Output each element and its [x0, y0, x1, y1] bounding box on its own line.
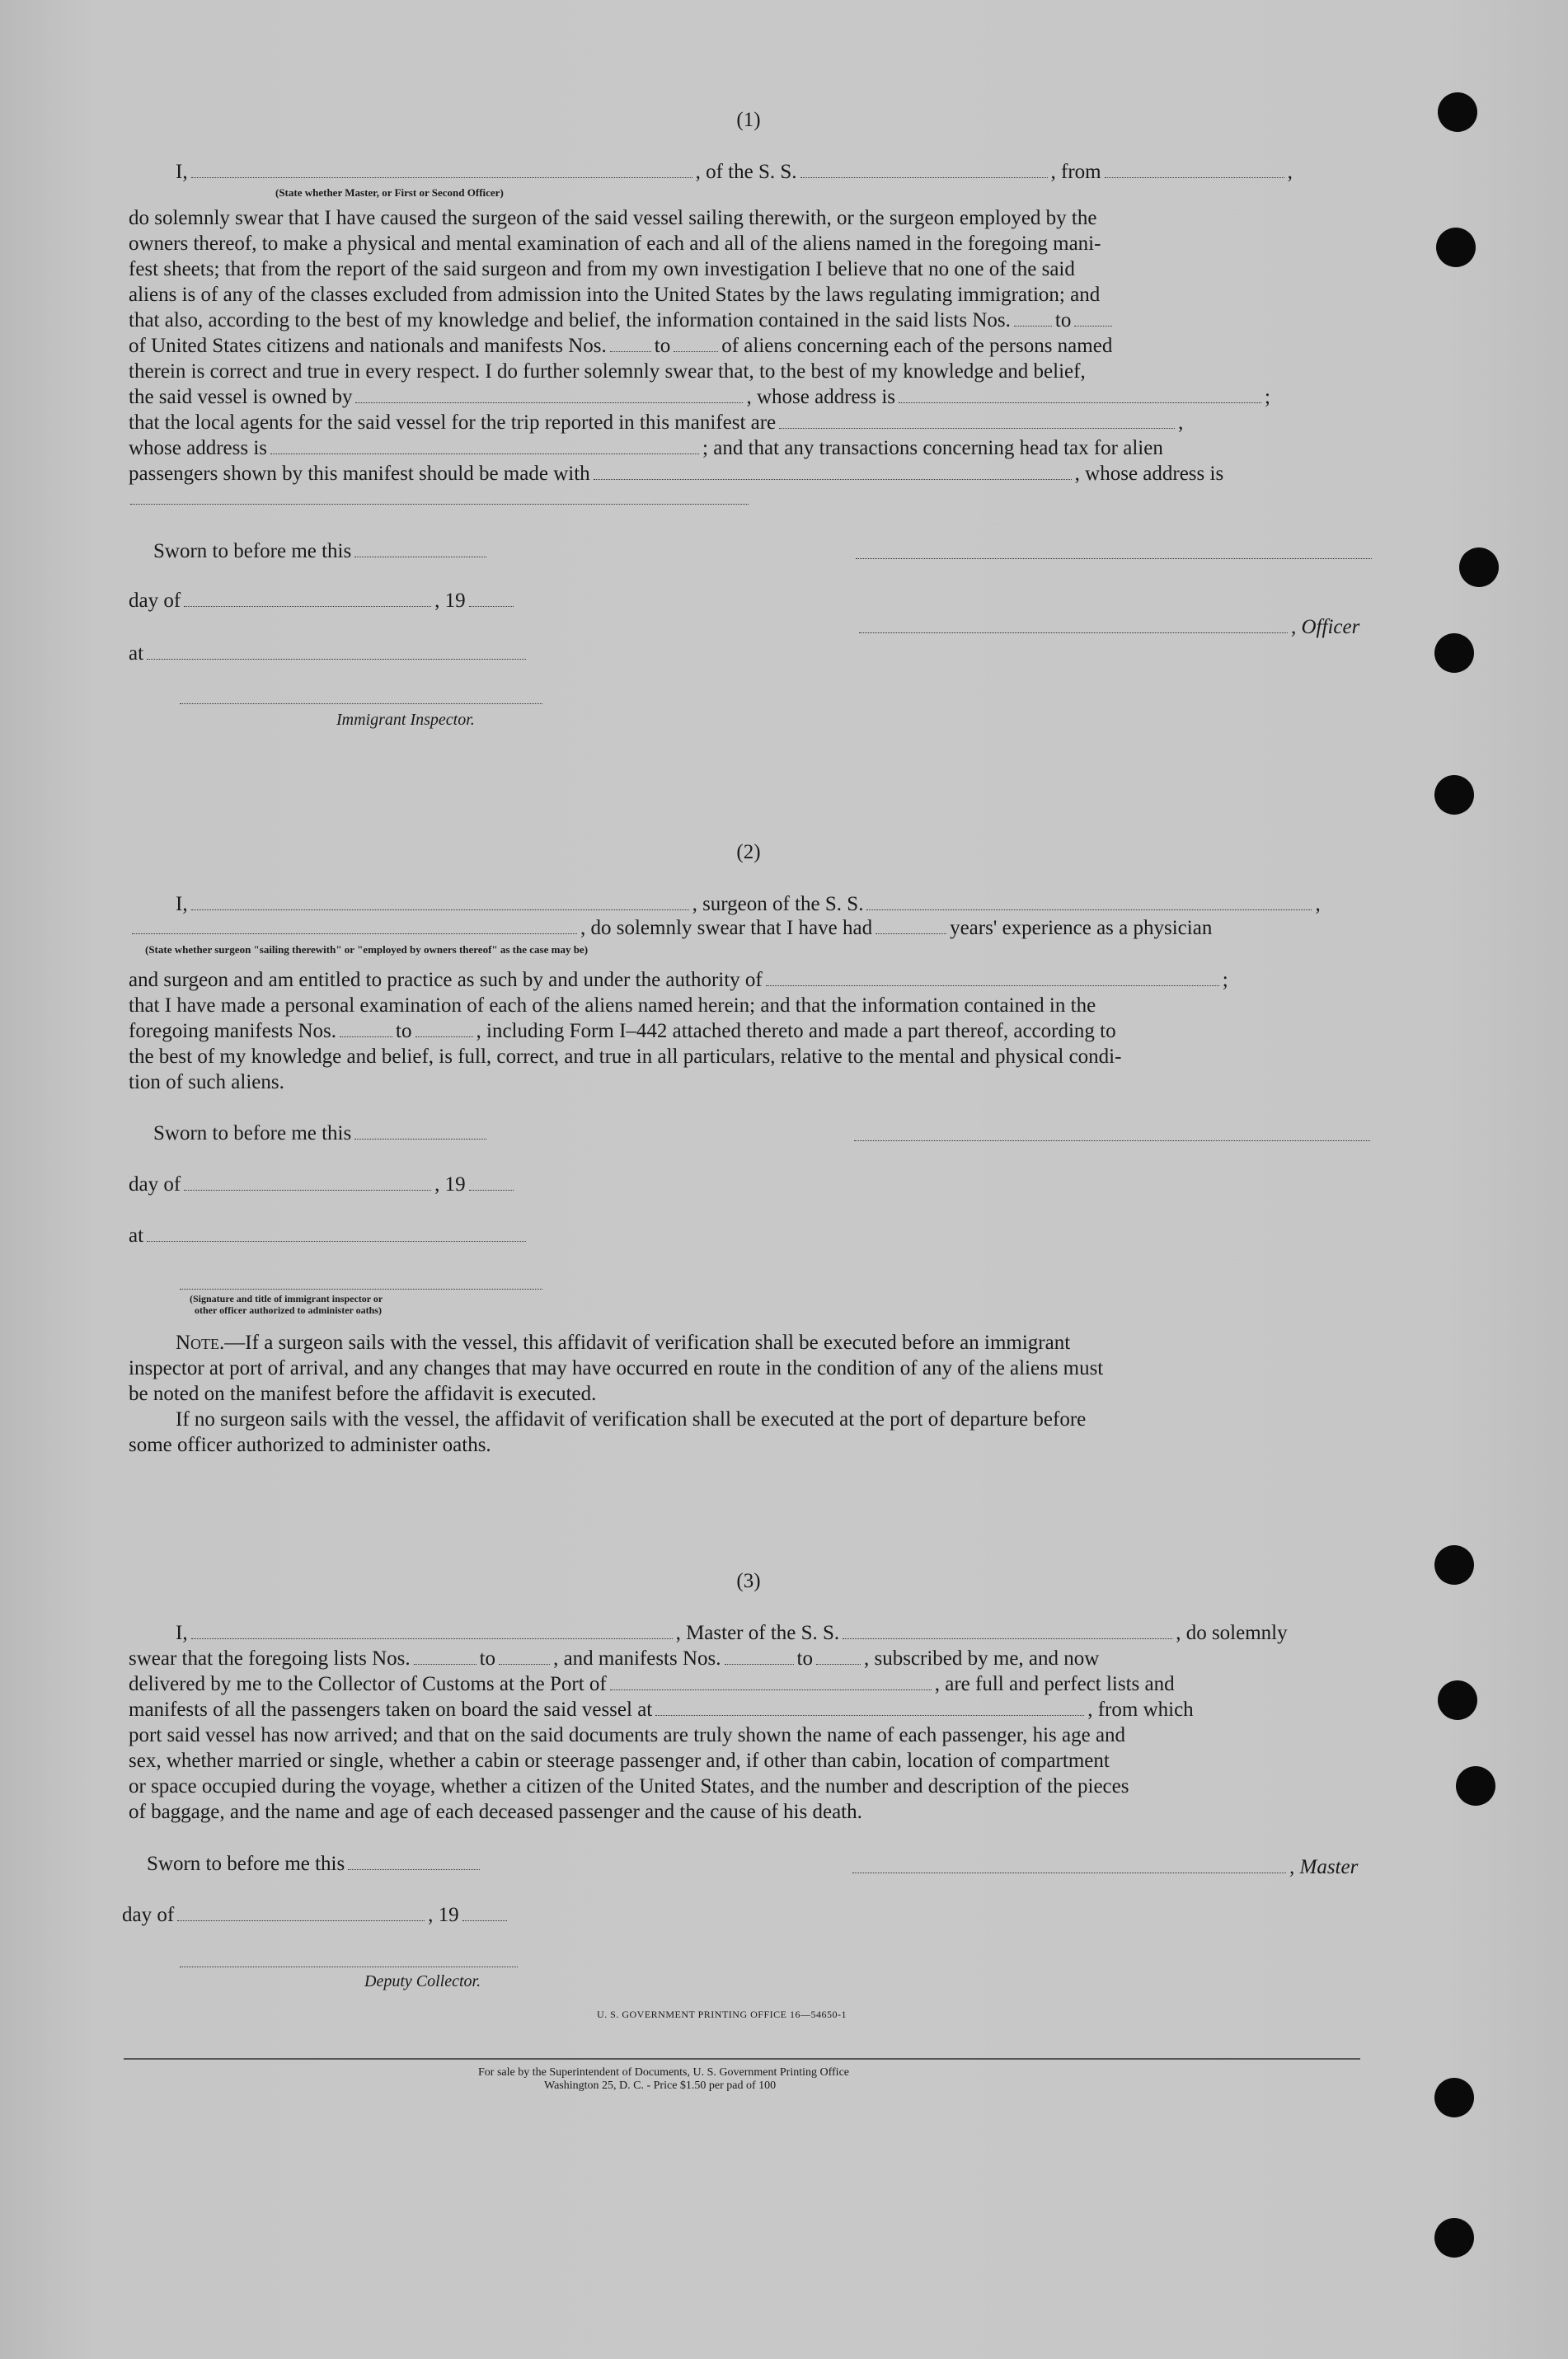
note-line: Note.—If a surgeon sails with the vessel, this affidavit of verification shall be executed before an immigrant [176, 1332, 1071, 1354]
note-line: If no surgeon sails with the vessel, the affidavit of verification shall be executed at the port of departure before [176, 1408, 1087, 1431]
paragraph-line: port said vessel has now arrived; and that on the said documents are truly shown the name of each passenger, his age and [129, 1724, 1126, 1746]
paragraph-line: aliens is of any of the classes excluded from admission into the United States by the laws regulating immigration; and [129, 284, 1101, 306]
paragraph-line: therein is correct and true in every respect. I do further solemnly swear that, to the best of my knowledge and belief, [129, 360, 1086, 383]
footer-rule [124, 2058, 1360, 2060]
paragraph-line: fest sheets; that from the report of the said surgeon and from my own investigation I believe that no one of the said [129, 258, 1075, 280]
paragraph-line: that the local agents for the said vessel for the trip reported in this manifest are , [129, 411, 1184, 434]
form-line: I, , Master of the S. S. , do solemnly [176, 1622, 1288, 1644]
paragraph-line: that also, according to the best of my knowledge and belief, the information contained in the said lists Nos. to [129, 308, 1115, 333]
paragraph-line: do solemnly swear that I have caused the surgeon of the said vessel sailing therewith, or the surgeon employed by the [129, 207, 1097, 229]
collector-label: Deputy Collector. [364, 1972, 481, 1990]
paragraph-line: passengers shown by this manifest should be made with , whose address is [129, 463, 1224, 485]
signature-line [856, 557, 1372, 559]
paragraph-line: foregoing manifests Nos. to , including Form I–442 attached thereto and made a part thereof, according to [129, 1020, 1116, 1042]
note-line: be noted on the manifest before the affidavit is executed. [129, 1383, 597, 1405]
field-note: (State whether Master, or First or Second Officer) [275, 186, 504, 199]
punch-hole [1438, 92, 1477, 132]
paragraph-line: whose address is ; and that any transactions concerning head tax for alien [129, 437, 1163, 459]
officer-line: , Officer [856, 615, 1359, 640]
signature-line [180, 1966, 518, 1967]
paragraph-line: swear that the foregoing lists Nos. to , and manifests Nos. to , subscribed by me, and now [129, 1647, 1100, 1670]
signature-line [854, 1140, 1370, 1141]
punch-hole [1456, 1766, 1495, 1806]
form-line: , do solemnly swear that I have had years' experience as a physician [129, 916, 1212, 941]
paragraph-line: the said vessel is owned by , whose address is ; [129, 386, 1270, 408]
form-line: I, , of the S. S. , from , [176, 161, 1293, 183]
punch-hole [1459, 547, 1499, 587]
paragraph-line: of baggage, and the name and age of each deceased passenger and the cause of his death. [129, 1801, 862, 1823]
paragraph-line: the best of my knowledge and belief, is full, correct, and true in all particulars, relative to the mental and physical condi- [129, 1046, 1122, 1068]
paragraph-line: tion of such aliens. [129, 1071, 284, 1093]
field-note: (State whether surgeon "sailing therewith" or "employed by owners thereof" as the case may be) [145, 943, 589, 956]
paragraph-line: delivered by me to the Collector of Customs at the Port of , are full and perfect lists and [129, 1673, 1175, 1695]
paragraph-line: manifests of all the passengers taken on board the said vessel at , from which [129, 1699, 1194, 1721]
paragraph-line: sex, whether married or single, whether a cabin or steerage passenger and, if other than cabin, location of compartment [129, 1750, 1110, 1772]
sworn-label: Sworn to before me this [147, 1852, 483, 1877]
punch-hole [1434, 775, 1474, 815]
paragraph-line: of United States citizens and nationals and manifests Nos. to of aliens concerning each of the persons named [129, 335, 1113, 357]
punch-hole [1436, 228, 1476, 267]
paragraph-line: or space occupied during the voyage, whether a citizen of the United States, and the number and description of the pieces [129, 1775, 1129, 1797]
inspector-label: Immigrant Inspector. [336, 711, 475, 729]
at-line: at [129, 1224, 529, 1248]
form-line: I, , surgeon of the S. S. , [176, 893, 1321, 915]
note-line: some officer authorized to administer oaths. [129, 1434, 491, 1456]
punch-hole [1438, 1680, 1477, 1720]
punch-hole [1434, 1545, 1474, 1585]
paragraph-line: and surgeon and am entitled to practice as such by and under the authority of ; [129, 969, 1228, 991]
section-heading: (3) [736, 1570, 761, 1592]
date-line: day of , 19 [122, 1903, 510, 1928]
paragraph-line: that I have made a personal examination of each of the aliens named herein; and that the information contained in the [129, 994, 1096, 1017]
signature-note: (Signature and title of immigrant inspector or [190, 1293, 383, 1304]
sworn-label: Sworn to before me this [153, 1121, 490, 1146]
section-heading: (1) [736, 109, 761, 131]
signature-line [180, 1288, 542, 1290]
date-line: day of , 19 [129, 589, 517, 613]
blank-line [130, 503, 749, 505]
signature-note: other officer authorized to administer oaths) [195, 1304, 382, 1316]
note-line: inspector at port of arrival, and any changes that may have occurred en route in the condition of any of the aliens must [129, 1357, 1104, 1379]
printing-office-mark: U. S. GOVERNMENT PRINTING OFFICE 16—54650-1 [597, 2009, 847, 2020]
paragraph-line: owners thereof, to make a physical and mental examination of each and all of the aliens named in the foregoing mani- [129, 233, 1101, 255]
punch-hole [1434, 2078, 1474, 2117]
punch-hole [1434, 633, 1474, 673]
footer-line: Washington 25, D. C. - Price $1.50 per pad of 100 [544, 2079, 777, 2092]
signature-line [180, 703, 542, 704]
sworn-label: Sworn to before me this [153, 539, 490, 564]
date-line: day of , 19 [129, 1172, 517, 1197]
at-line: at [129, 641, 529, 666]
master-line: , Master [849, 1855, 1358, 1880]
footer-line: For sale by the Superintendent of Documents, U. S. Government Printing Office [478, 2066, 849, 2079]
punch-hole [1434, 2218, 1474, 2258]
section-heading: (2) [736, 841, 761, 863]
